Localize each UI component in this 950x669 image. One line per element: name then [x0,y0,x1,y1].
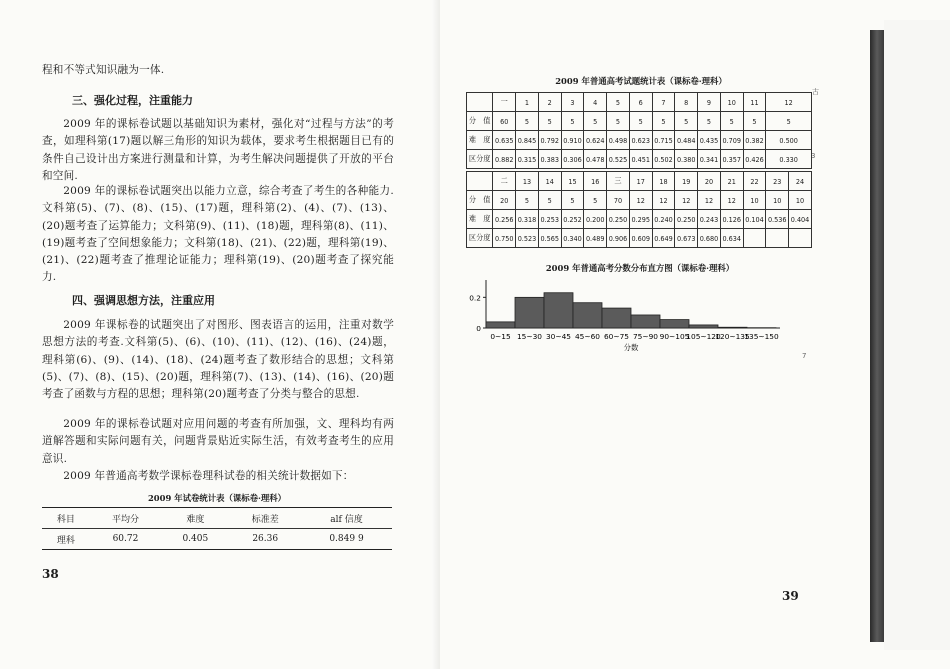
block1-header-label [467,93,493,112]
block2-header-cell: 14 [538,172,561,191]
block1-difficulty-label: 难 度 [467,131,493,150]
block1-difficulty-cell: 0.623 [629,131,652,150]
section4-paragraph-3: 2009 年普通高考数学课标卷理科试卷的相关统计数据如下： [63,470,354,482]
x-tick-label: 135~150 [744,332,779,341]
summary-header-mean: 平均分 [90,508,162,529]
block1-discrimination-label: 区分度 [467,150,493,169]
block2-header-cell: 13 [516,172,539,191]
block1-discrimination-cell: 0.306 [561,150,584,169]
block2-score-cell: 10 [766,191,789,210]
block2-difficulty-cell: 0.536 [766,210,789,229]
block2-header-cell: 16 [584,172,607,191]
block2-discrimination-cell: 0.634 [720,229,743,248]
block2-discrimination-cell: 0.565 [538,229,561,248]
block2-score-cell: 5 [561,191,584,210]
summary-table-header-row [42,508,392,529]
block1-difficulty-cell: 0.484 [675,131,698,150]
y-tick-label: 0.2 [469,293,481,303]
block1-difficulty-cell: 0.709 [720,131,743,150]
section4-paragraph-2: 2009 年的课标卷试题对应用问题的考查有所加强，文、理科均有两道解答题和实际问题有关，问题背景贴近实际生活，有效考查考生的应用意识. [42,418,394,465]
block2-score-cell: 12 [675,191,698,210]
block1-score-cell: 5 [743,112,766,131]
block2-difficulty-cell: 0.200 [584,210,607,229]
block1-header-cell: 9 [698,93,721,112]
x-tick-label: 90~105 [659,332,690,341]
x-tick-label: 15~30 [516,332,543,341]
block1-header-cell: 12 [766,93,812,112]
histogram-title: 2009 年普通高考分数分布直方图（课标卷·理科） [545,263,735,273]
block2-header-label [467,172,493,191]
block1-score-cell: 5 [720,112,743,131]
block1-difficulty-cell: 0.845 [516,131,539,150]
block2-discrimination-cell: 0.906 [607,229,630,248]
x-tick-label: 60~75 [603,332,630,341]
block2-score-cell: 12 [652,191,675,210]
block1-discrimination-cell: 0.478 [584,150,607,169]
section4-heading: 四、强调思想方法，注重应用 [72,294,215,307]
histogram-bar [631,315,660,328]
block1-score-cell: 5 [698,112,721,131]
block1-header-cell: 10 [720,93,743,112]
block2-header-row [467,172,812,191]
block2-header-cell: 22 [743,172,766,191]
left-page-number: 38 [42,567,59,581]
block1-score-cell: 5 [652,112,675,131]
x-tick-label: 105~120 [686,332,721,341]
section3-paragraph-2: 2009 年的课标卷试题突出以能力立意，综合考查了考生的各种能力.文科第(5)、(7)、(8)、(15)、(17)题，理科第(2)、(4)、(7)、(13)、(20)题考查了运算能力；文科第(9)、(11)、(18)题，理科第(8)、(11)、(19)题考查了空间想象能力；文科第(18)、(21)、(22)题，理科第(19)、(21)、(22)题考查了推理论证能力；理科第(19)、(20)题考查了探究能力. [42,185,394,284]
page-edge-shadow [870,30,884,642]
block2-difficulty-cell: 0.126 [720,210,743,229]
summary-table-row [42,529,392,550]
right-page-number: 39 [782,589,799,603]
block1-discrimination-cell: 0.525 [607,150,630,169]
block1-score-cell: 5 [766,112,812,131]
block2-difficulty-cell: 0.252 [561,210,584,229]
block1-difficulty-row [467,131,812,150]
x-tick-label: 0~15 [490,332,511,341]
block2-discrimination-cell: 0.750 [493,229,516,248]
block2-discrimination-cell: 0.649 [652,229,675,248]
stray-mark-2: 7 [802,352,807,360]
scan-margin [884,20,950,650]
block2-header-cell: 21 [720,172,743,191]
block1-discrimination-cell: 0.357 [720,150,743,169]
block2-discrimination-cell [789,229,812,248]
x-axis-label: 分数 [623,343,639,352]
block1-score-label: 分 值 [467,112,493,131]
section3-heading: 三、强化过程，注重能力 [72,94,193,107]
block2-score-cell: 12 [698,191,721,210]
block2-score-cell: 5 [584,191,607,210]
y-tick-label: 0 [476,324,481,333]
histogram-bar [718,327,747,328]
x-tick-label: 30~45 [545,332,572,341]
block1-difficulty-cell: 0.910 [561,131,584,150]
block2-difficulty-row [467,210,812,229]
block2-discrimination-label: 区分度 [467,229,493,248]
block2-difficulty-cell: 0.243 [698,210,721,229]
summary-cell-mean: 60.72 [90,529,162,550]
block1-discrimination-cell: 0.341 [698,150,721,169]
block1-discrimination-cell: 0.330 [766,150,812,169]
block2-difficulty-label: 难 度 [467,210,493,229]
block2-score-label: 分 值 [467,191,493,210]
histogram-bar [515,297,544,328]
block2-score-cell: 70 [607,191,630,210]
block2-difficulty-cell: 0.295 [629,210,652,229]
block2-difficulty-cell: 0.250 [675,210,698,229]
block2-difficulty-cell: 0.253 [538,210,561,229]
block1-difficulty-cell: 0.715 [652,131,675,150]
summary-cell-difficulty: 0.405 [161,529,229,550]
left-page [0,0,440,669]
block2-difficulty-cell: 0.104 [743,210,766,229]
block2-score-cell: 12 [720,191,743,210]
histogram-bar [689,325,718,328]
block2-score-row [467,191,812,210]
block1-score-cell: 5 [607,112,630,131]
intro-line: 程和不等式知识融为一体. [42,64,165,76]
block1-header-cell: 4 [584,93,607,112]
block2-discrimination-cell [743,229,766,248]
block2-score-cell: 5 [516,191,539,210]
block1-header-cell: 1 [516,93,539,112]
block1-header-cell: 6 [629,93,652,112]
block1-difficulty-cell: 0.624 [584,131,607,150]
block1-header-row [467,93,812,112]
block1-discrimination-row [467,150,812,169]
summary-header-stddev: 标准差 [229,508,301,529]
section3-paragraph-1: 2009 年的课标卷试题以基础知识为素材，强化对“过程与方法”的考查，如理科第(17)题以解三角形的知识为载体，要求考生根据题目已有的条件自己设计出方案进行测量和计算，为考生解决问题提供了开放的平台和空间. [42,118,394,182]
block1-difficulty-cell: 0.500 [766,131,812,150]
block1-difficulty-cell: 0.382 [743,131,766,150]
histogram-bar [544,293,573,328]
block1-difficulty-cell: 0.498 [607,131,630,150]
block2-score-cell: 10 [789,191,812,210]
block1-score-cell: 5 [629,112,652,131]
x-tick-label: 45~60 [574,332,601,341]
block2-header-cell: 19 [675,172,698,191]
block1-score-cell: 5 [561,112,584,131]
summary-cell-subject: 理科 [42,529,90,550]
histogram-bar [486,322,515,328]
stats-table-caption: 2009 年普通高考试题统计表（课标卷·理科） [555,76,727,86]
summary-cell-reliability: 0.849 9 [301,529,392,550]
x-tick-label: 75~90 [632,332,659,341]
block2-header-cell: 18 [652,172,675,191]
block1-header-cell: 11 [743,93,766,112]
block1-difficulty-cell: 0.792 [538,131,561,150]
block1-discrimination-cell: 0.383 [538,150,561,169]
block1-discrimination-cell: 0.315 [516,150,539,169]
block2-header-cell: 24 [789,172,812,191]
block2-difficulty-cell: 0.404 [789,210,812,229]
block2-score-cell: 20 [493,191,516,210]
block2-header-cell: 二 [493,172,516,191]
block1-score-cell: 5 [538,112,561,131]
histogram-bar [660,320,689,328]
block1-header-cell: 3 [561,93,584,112]
block2-discrimination-cell: 0.673 [675,229,698,248]
block2-discrimination-cell: 0.680 [698,229,721,248]
summary-table [42,507,392,550]
histogram-bar [573,303,602,328]
block1-header-cell: 2 [538,93,561,112]
block2-header-cell: 17 [629,172,652,191]
block1-header-cell: 5 [607,93,630,112]
block1-difficulty-cell: 0.435 [698,131,721,150]
block2-score-cell: 12 [629,191,652,210]
block1-header-cell: 7 [652,93,675,112]
block2-header-cell: 23 [766,172,789,191]
block2-header-cell: 三 [607,172,630,191]
histogram-bar [602,308,631,328]
block1-score-cell: 5 [675,112,698,131]
block1-difficulty-cell: 0.635 [493,131,516,150]
block1-discrimination-cell: 0.882 [493,150,516,169]
block2-discrimination-cell [766,229,789,248]
block2-difficulty-cell: 0.240 [652,210,675,229]
score-histogram [468,276,798,366]
block2-difficulty-cell: 0.318 [516,210,539,229]
block2-header-cell: 15 [561,172,584,191]
summary-header-reliability: alf 信度 [301,508,392,529]
summary-header-subject: 科目 [42,508,90,529]
block1-discrimination-cell: 0.451 [629,150,652,169]
block1-discrimination-cell: 0.426 [743,150,766,169]
block1-discrimination-cell: 0.380 [675,150,698,169]
corner-mark: 古 [812,88,819,96]
block2-discrimination-cell: 0.489 [584,229,607,248]
block1-discrimination-cell: 0.502 [652,150,675,169]
summary-header-difficulty: 难度 [161,508,229,529]
block2-score-cell: 5 [538,191,561,210]
block2-difficulty-cell: 0.250 [607,210,630,229]
block2-discrimination-cell: 0.523 [516,229,539,248]
block2-discrimination-row [467,229,812,248]
block1-score-cell: 5 [584,112,607,131]
block1-score-row [467,112,812,131]
summary-cell-stddev: 26.36 [229,529,301,550]
item-statistics-table [466,92,812,248]
block1-score-cell: 60 [493,112,516,131]
block1-header-cell: 8 [675,93,698,112]
block1-header-cell: 一 [493,93,516,112]
stray-mark: 3 [811,152,816,160]
block2-score-cell: 10 [743,191,766,210]
x-tick-label: 120~135 [715,332,750,341]
section4-paragraph-1: 2009 年课标卷的试题突出了对图形、图表语言的运用，注重对数学思想方法的考查.文科第(5)、(6)、(10)、(11)、(12)、(16)、(24)题，理科第(6)、(9)、(14)、(18)、(24)题考查了数形结合的思想；文科第(5)、(7)、(8)、(15)、(20)题，理科第(7)、(13)、(14)、(16)、(20)题考查了函数与方程的思想；理科第(20)题考查了分类与整合的思想. [42,319,394,401]
block2-discrimination-cell: 0.340 [561,229,584,248]
summary-table-caption: 2009 年试卷统计表（课标卷·理科） [147,493,286,503]
block2-header-cell: 20 [698,172,721,191]
block2-discrimination-cell: 0.609 [629,229,652,248]
block2-difficulty-cell: 0.256 [493,210,516,229]
block1-score-cell: 5 [516,112,539,131]
